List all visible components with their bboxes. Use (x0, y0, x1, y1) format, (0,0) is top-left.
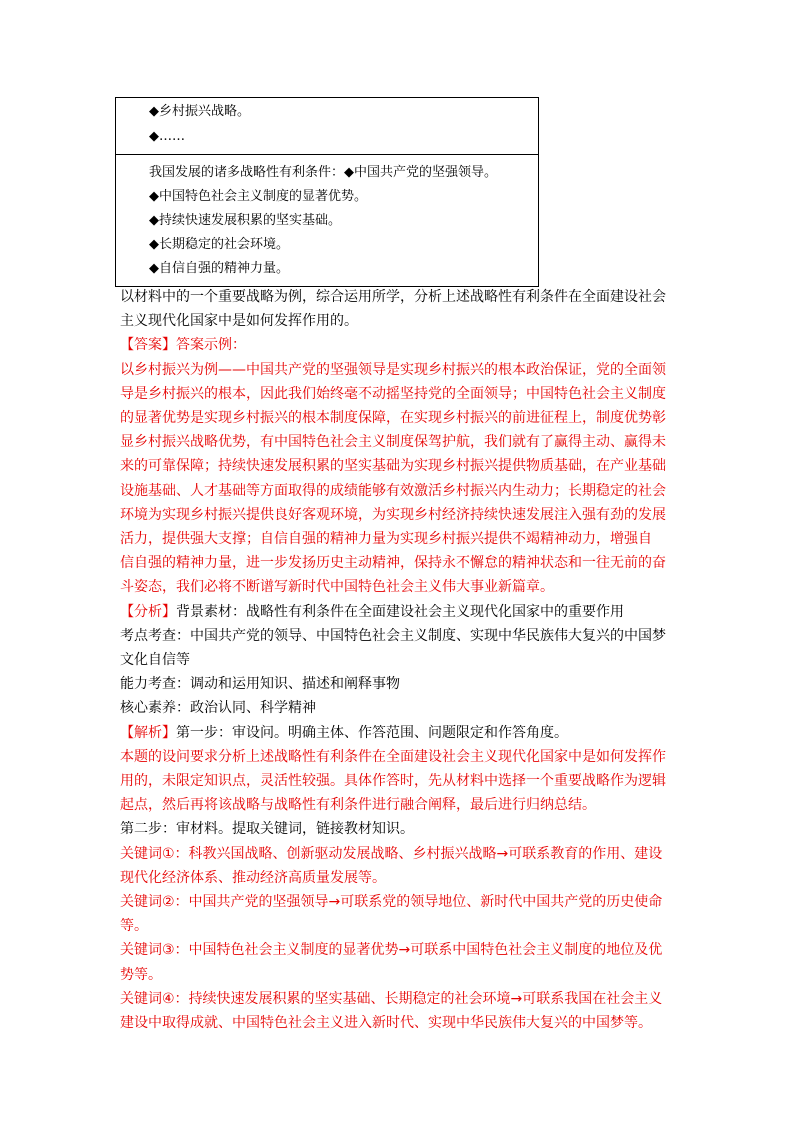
answer-line: 显乡村振兴战略优势，有中国特色社会主义制度保驾护航，我们就有了赢得主动、赢得未 (120, 434, 666, 451)
kaodian-line: 文化自信等 (120, 652, 190, 669)
kaodian-line (120, 624, 690, 648)
material-line: ◆…… (149, 129, 185, 144)
answer-heading-rest: 答案示例： (176, 337, 246, 354)
answer-heading (120, 333, 690, 357)
kaodian-label: 考点考查： (120, 627, 190, 644)
material-line: ◆持续快速发展积累的坚实基础。 (149, 213, 341, 228)
material-line: ◆自信自强的精神力量。 (149, 261, 289, 276)
explain-line: 起点，然后再将该战略与战略性有利条件进行融合阐释，最后进行归纳总结。 (120, 797, 596, 814)
answer-line: 设施基础、人才基础等方面取得的成绩能够有效激活乡村振兴内生动力；长期稳定的社会 (120, 482, 666, 499)
answer-line: 导是乡村振兴的根本，因此我们始终毫不动摇坚持党的全面领导；中国特色社会主义制度 (120, 385, 666, 402)
analysis-bracket: 【分析】 (120, 603, 176, 620)
answer-line: 斗姿态，我们必将不断谱写新时代中国特色社会主义伟大事业新篇章。 (120, 579, 554, 596)
question-line: 主义现代化国家中是如何发挥作用的。 (120, 313, 358, 330)
material-box (115, 97, 539, 287)
keyword-line: 关键词③：中国特色社会主义制度的显著优势→可联系中国特色社会主义制度的地位及优 (120, 942, 663, 959)
step2-line: 第二步：审材料。提取关键词，链接教材知识。 (120, 821, 414, 838)
keyword-line: 建设中取得成就、中国特色社会主义进入新时代、实现中华民族伟大复兴的中国梦等。 (120, 1015, 652, 1032)
material-line: ◆乡村振兴战略。 (149, 104, 250, 119)
answer-line: 活力，提供强大支撑；自信自强的精神力量为实现乡村振兴提供不竭精神动力，增强自 (120, 531, 652, 548)
material-line: ◆中国特色社会主义制度的显著优势。 (149, 189, 367, 204)
material-line: 我国发展的诸多战略性有利条件：◆中国共产党的坚强领导。 (149, 165, 497, 180)
keyword-line: 等。 (120, 918, 148, 935)
kaodian-text: 中国共产党的领导、中国特色社会主义制度、实现中华民族伟大复兴的中国梦 (190, 627, 666, 644)
answer-line: 的显著优势是实现乡村振兴的根本制度保障，在实现乡村振兴的前进征程上，制度优势彰 (120, 410, 666, 427)
material-divider (116, 154, 538, 155)
answer-line: 以乡村振兴为例——中国共产党的坚强领导是实现乡村振兴的根本政治保证，党的全面领 (120, 361, 666, 378)
answer-line: 信自强的精神力量，进一步发扬历史主动精神，保持永不懈怠的精神状态和一往无前的奋 (120, 555, 666, 572)
explain-line: 本题的设问要求分析上述战略性有利条件在全面建设社会主义现代化国家中是如何发挥作 (120, 748, 666, 765)
keyword-line: 关键词④：持续快速发展积累的坚实基础、长期稳定的社会环境→可联系我国在社会主义 (120, 990, 663, 1007)
answer-bracket: 【答案】 (120, 337, 176, 354)
nengli-text: 调动和运用知识、描述和阐释事物 (190, 676, 400, 693)
nengli-label: 能力考查： (120, 676, 190, 693)
explain-line: 用的，未限定知识点，灵活性较强。具体作答时，先从材料中选择一个重要战略作为逻辑 (120, 773, 666, 790)
keyword-line: 关键词②：中国共产党的坚强领导→可联系党的领导地位、新时代中国共产党的历史使命 (120, 894, 663, 911)
keyword-line: 势等。 (120, 966, 162, 983)
explain-bracket: 【解析】 (120, 724, 176, 741)
suyang-line (120, 696, 690, 720)
material-line: ◆长期稳定的社会环境。 (149, 237, 289, 252)
keyword-line: 关键词①：科教兴国战略、创新驱动发展战略、乡村振兴战略→可联系教育的作用、建设 (120, 845, 663, 862)
answer-line: 环境为实现乡村振兴提供良好客观环境，为实现乡村经济持续快速发展注入强有劲的发展 (120, 506, 666, 523)
suyang-label: 核心素养： (120, 700, 190, 717)
analysis-heading-rest: 背景素材：战略性有利条件在全面建设社会主义现代化国家中的重要作用 (176, 603, 624, 620)
question-line: 以材料中的一个重要战略为例，综合运用所学，分析上述战略性有利条件在全面建设社会 (120, 289, 666, 305)
explain-heading (120, 721, 690, 745)
keyword-line: 现代化经济体系、推动经济高质量发展等。 (120, 869, 386, 886)
answer-line: 来的可靠保障；持续快速发展积累的坚实基础为实现乡村振兴提供物质基础，在产业基础 (120, 458, 666, 475)
suyang-text: 政治认同、科学精神 (190, 700, 316, 717)
body-text (120, 285, 690, 1035)
analysis-heading (120, 600, 690, 624)
nengli-line (120, 672, 690, 696)
explain-heading-rest: 第一步：审设问。明确主体、作答范围、问题限定和作答角度。 (176, 724, 568, 741)
